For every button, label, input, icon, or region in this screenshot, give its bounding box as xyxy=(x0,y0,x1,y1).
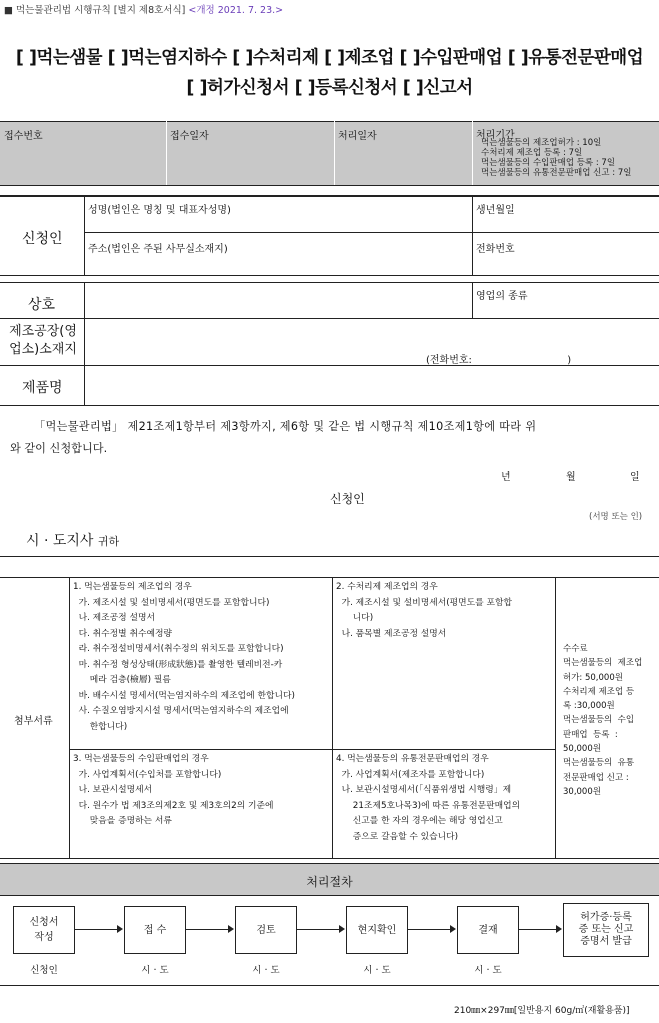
arrow-right-icon xyxy=(450,925,456,933)
phone-label: 전화번호 xyxy=(476,244,515,255)
business-type-label: 영업의 종류 xyxy=(476,291,528,302)
recipient-governor: 시 · 도지사 xyxy=(26,533,94,549)
revision-date: <개정 2021. 7. 23.> xyxy=(188,5,284,16)
receipt-number-label: 접수번호 xyxy=(4,131,43,142)
step-actor: 시 · 도 xyxy=(252,965,280,976)
step-issuance: 허가증·등록 증 또는 신고 증명서 발급 xyxy=(563,903,649,957)
attachment-import: 3. 먹는샘물등의 수입판매업의 경우 가. 사업계획서(수입처를 포함합니다) 나. 보관시설명세서 다. 원수가 법 제3조의제2호 및 제3호의2의 기준에 맞음을 증명하는 서류 xyxy=(73,754,274,826)
year-label: 년 xyxy=(501,472,511,483)
step-actor: 시 · 도 xyxy=(141,965,169,976)
fee-info: 수수료 먹는샘물등의 제조업 허가: 50,000원 수처리제 제조업 등 록 :30,000원 먹는샘물등의 수입 판매업 등록 : 50,000원 먹는샘물등의 유통 전문판매업 신고 : 30,000원 xyxy=(563,644,643,797)
process-date-label: 처리일자 xyxy=(338,131,377,142)
birth-date-label: 생년월일 xyxy=(476,205,515,216)
arrow-right-icon xyxy=(117,925,123,933)
trade-name-label: 상호 xyxy=(28,297,56,313)
form-number: ■ 먹는물관리법 시행규칙 [별지 제8호서식] xyxy=(4,5,186,16)
factory-phone: (전화번호: ) xyxy=(426,355,572,366)
attachment-distribution: 4. 먹는샘물등의 유통전문판매업의 경우 가. 사업계획서(제조자를 포함합니다) 나. 보관시설명세서(「식품위생법 시행령」제 21조제5호나목3)에 따른 유통전문판매업의 신고를 한 자의 경우에는 해당 영업신고 증으로 갈음할 수 있습니다) xyxy=(336,754,521,842)
name-label: 성명(법인은 명칭 및 대표자성명) xyxy=(88,205,231,216)
day-label: 일 xyxy=(630,472,640,483)
procedure-title: 처리절차 xyxy=(306,875,353,889)
step-receipt: 접 수 xyxy=(124,906,186,954)
applicant-label: 신청인 xyxy=(22,231,63,247)
form-title-line1: [ ]먹는샘물 [ ]먹는염지하수 [ ]수처리제 [ ]제조업 [ ]수입판매업 [ ]유통전문판매업 xyxy=(15,48,644,68)
factory-location-label: 제조공장(영업소)소재지 xyxy=(9,324,77,357)
applicant-sign-label: 신청인 xyxy=(330,492,365,506)
period-item: 수처리제 제조업 등록 : 7일 xyxy=(481,148,583,158)
period-item: 먹는샘물등의 제조업허가 : 10일 xyxy=(481,138,602,148)
statement-text: 「먹는물관리법」 제21조제1항부터 제3항까지, 제6항 및 같은 법 시행규칙 제10조제1항에 따라 위 xyxy=(34,420,537,433)
month-label: 월 xyxy=(566,472,576,483)
period-item: 먹는샘물등의 수입판매업 등록 : 7일 xyxy=(481,158,616,168)
process-period-label: 처리기간 xyxy=(476,130,515,141)
step-actor: 시 · 도 xyxy=(363,965,391,976)
step-site-inspection: 현지확인 xyxy=(346,906,408,954)
paper-spec: 210㎜×297㎜[일반용지 60g/㎡(재활용품)] xyxy=(454,1006,630,1016)
step-application: 신청서 작성 xyxy=(13,906,75,954)
statement-text-cont: 와 같이 신청합니다. xyxy=(10,442,108,455)
attachments-label: 첨부서류 xyxy=(14,716,53,727)
arrow-right-icon xyxy=(339,925,345,933)
step-actor: 신청인 xyxy=(30,965,58,976)
recipient-suffix: 귀하 xyxy=(97,535,120,548)
step-actor: 시 · 도 xyxy=(474,965,502,976)
attachment-manufacturing: 1. 먹는샘물등의 제조업의 경우 가. 제조시설 및 설비명세서(평면도를 포함합니다) 나. 제조공정 설명서 다. 취수정별 취수예정량 라. 취수정설비명세서(취수정의 위치도를 포함합니다) 마. 취수정 형성상태(形成狀態)를 촬영한 텔레비전-카 메라 검층(檢層) 필름 바. 배수시설 명세서(먹는염지하수의 제조업에 한합니다) 사. 수질오염방지시설 명세서(먹는염지하수의 제조업에 한합니다) xyxy=(73,582,295,732)
step-review: 검토 xyxy=(235,906,297,954)
form-title-line2: [ ]허가신청서 [ ]등록신청서 [ ]신고서 xyxy=(186,78,473,98)
product-name-label: 제품명 xyxy=(22,380,63,396)
recipient xyxy=(26,530,119,550)
arrow-right-icon xyxy=(556,925,562,933)
receipt-date-label: 접수일자 xyxy=(170,131,209,142)
form-header-note xyxy=(4,2,283,16)
signature-note: (서명 또는 인) xyxy=(589,512,643,522)
address-label: 주소(법인은 주된 사무실소재지) xyxy=(88,244,228,255)
period-item: 먹는샘물등의 유통전문판매업 신고 : 7일 xyxy=(481,168,632,178)
arrow-right-icon xyxy=(228,925,234,933)
attachment-water-treatment: 2. 수처리제 제조업의 경우 가. 제조시설 및 설비명세서(평면도를 포함합 니다) 나. 품목별 제조공정 설명서 xyxy=(336,582,512,639)
step-approval: 결재 xyxy=(457,906,519,954)
